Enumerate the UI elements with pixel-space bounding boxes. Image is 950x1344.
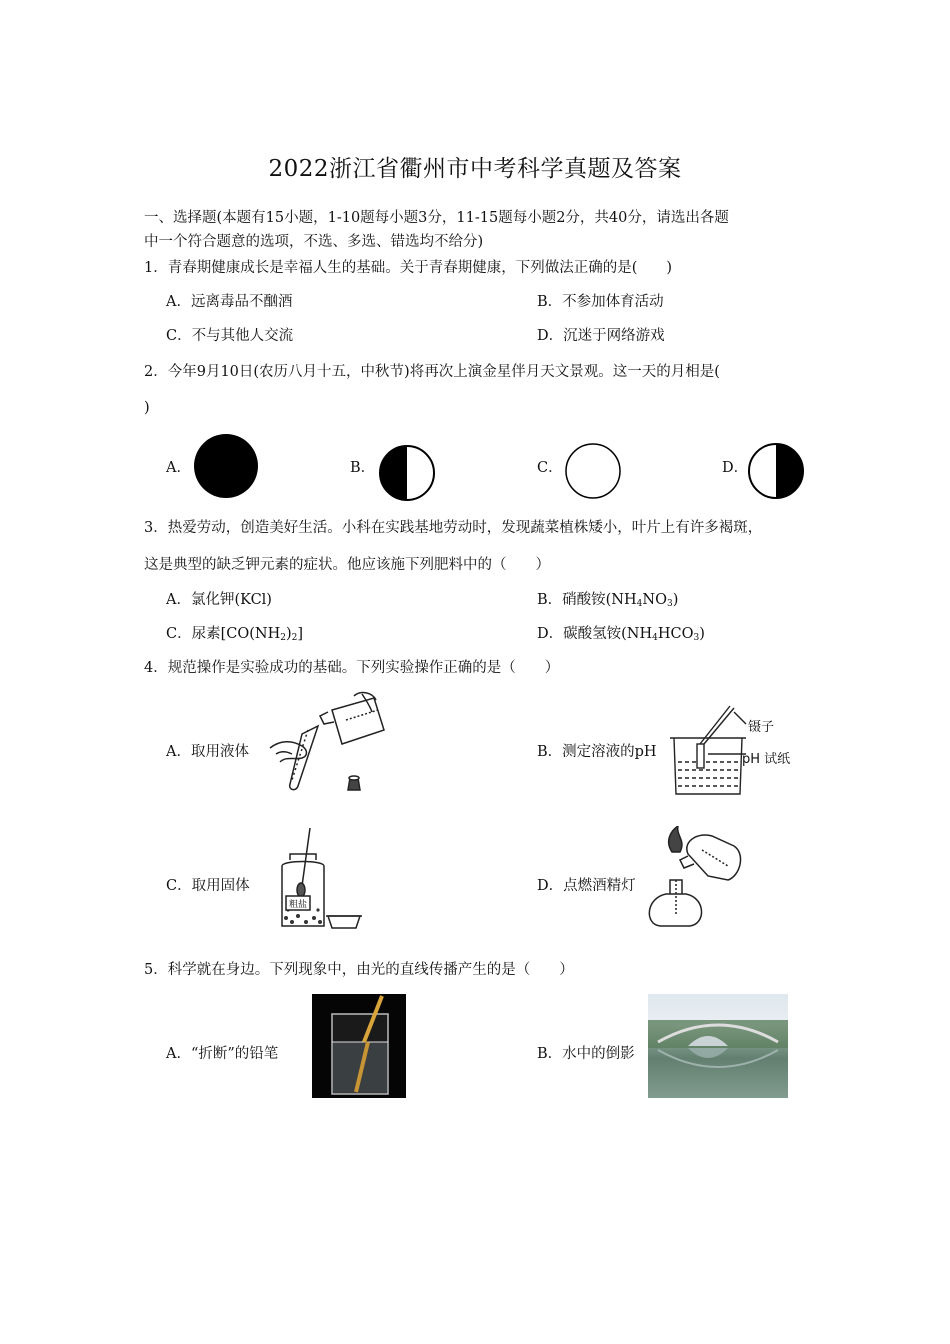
q1-option-d: D．沉迷于网络游戏 <box>537 328 665 344</box>
section-intro-line2: 中一个符合题意的选项，不选、多选、错选均不给分) <box>144 234 484 250</box>
q2-option-a: A． <box>166 460 191 476</box>
label-ph-paper: pH 试纸 <box>742 752 791 767</box>
bridge-reflection-photo <box>648 994 788 1098</box>
q4-stem: 4．规范操作是实验成功的基础。下列实验操作正确的是（ ） <box>144 660 560 676</box>
q2-stem-line1: 2．今年9月10日(农历八月十五，中秋节)将再次上演金星伴月天文景观。这一天的月相是( <box>144 364 720 380</box>
moon-right-dark-icon <box>747 442 805 500</box>
q3-option-a: A．氯化钾(KCl) <box>166 592 272 608</box>
q1-option-c: C．不与其他人交流 <box>166 328 294 344</box>
q3-option-c: C．尿素$[CO(NH_2)_2]$ <box>166 626 304 643</box>
bent-pencil-photo <box>312 994 406 1098</box>
q1-option-b: B．不参加体育活动 <box>537 294 664 310</box>
q4-option-a: A．取用液体 <box>166 744 249 760</box>
q3-stem-line2: 这是典型的缺乏钾元素的症状。他应该施下列肥料中的（ ） <box>144 557 550 573</box>
q1-stem: 1．青春期健康成长是幸福人生的基础。关于青春期健康，下列做法正确的是( ) <box>144 260 673 276</box>
q4-option-d: D．点燃酒精灯 <box>537 878 636 894</box>
solid-jar-illustration <box>268 828 368 932</box>
moon-new-light-icon <box>564 442 622 500</box>
q5-option-b: B．水中的倒影 <box>537 1046 635 1062</box>
q4-option-c: C．取用固体 <box>166 878 250 894</box>
q3-stem-line1: 3．热爱劳动，创造美好生活。小科在实践基地劳动时，发现蔬菜植株矮小，叶片上有许多褐斑， <box>144 520 763 536</box>
q5-option-a: A．“折断”的铅笔 <box>166 1046 279 1062</box>
q1-option-a: A．远离毒品不酗酒 <box>166 294 293 310</box>
q2-option-d: D． <box>722 460 749 476</box>
moon-left-dark-icon <box>378 444 436 502</box>
moon-full-dark-icon <box>192 432 260 500</box>
q2-option-b: B． <box>350 460 376 476</box>
q4-option-b: B．测定溶液的pH <box>537 744 657 760</box>
label-tweezers: 镊子 <box>748 720 775 735</box>
alcohol-lamp-illustration <box>642 826 746 932</box>
q3-option-b: B．硝酸铵$(NH_4NO_3)$ <box>537 592 679 609</box>
q2-option-c: C． <box>537 460 563 476</box>
q5-stem: 5．科学就在身边。下列现象中，由光的直线传播产生的是（ ） <box>144 962 574 978</box>
section-intro-line1: 一、选择题(本题有15小题，1-10题每小题3分，11-15题每小题2分，共40分，请选出各题 <box>144 210 729 226</box>
q3-option-d: D．碳酸氢铵$(NH_4HCO_3)$ <box>537 626 705 643</box>
q2-stem-line2: ) <box>144 400 150 416</box>
jar-label: 粗盐 <box>289 900 308 910</box>
page-title: 2022浙江省衢州市中考科学真题及答案 <box>268 156 682 182</box>
pouring-liquid-illustration <box>262 690 392 798</box>
ph-test-beaker-illustration <box>664 698 754 800</box>
